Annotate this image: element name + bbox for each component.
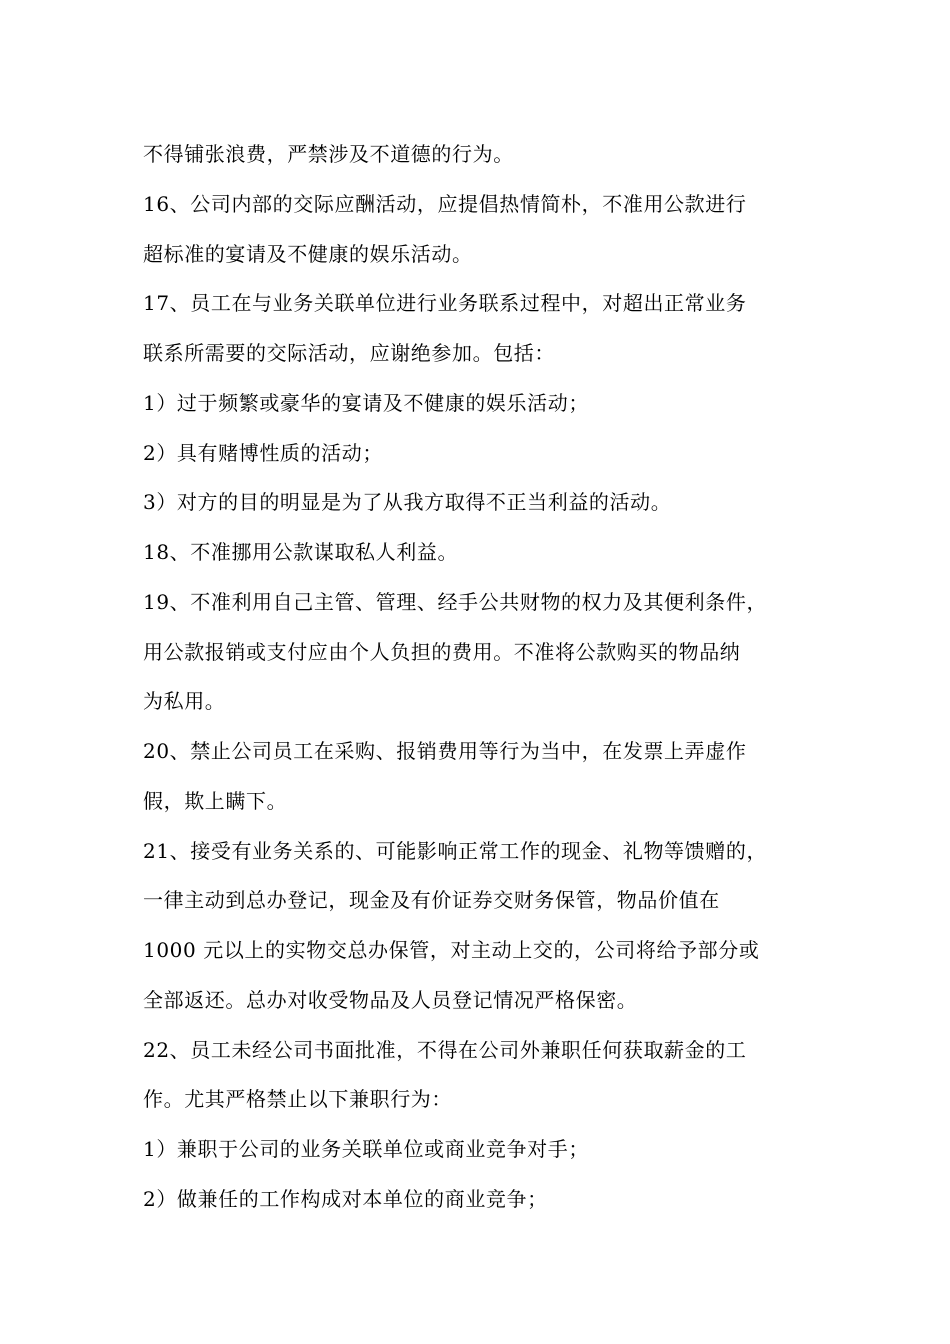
- text-line: 全部返还。总办对收受物品及人员登记情况严格保密。: [143, 987, 638, 1012]
- text-line: 作。尤其严格禁止以下兼职行为：: [143, 1087, 452, 1112]
- text-line: 不得铺张浪费，严禁涉及不道德的行为。: [143, 142, 514, 166]
- text-line: 18、不准挪用公款谋取私人利益。: [143, 540, 459, 564]
- document-body: [143, 130, 823, 1225]
- text-line: 17、员工在与业务关联单位进行业务联系过程中，对超出正常业务: [143, 291, 747, 316]
- text-line: 19、不准利用自己主管、管理、经手公共财物的权力及其便利条件，: [143, 589, 768, 614]
- text-line: 3）对方的目的明显是为了从我方取得不正当利益的活动。: [143, 490, 672, 515]
- text-line: 联系所需要的交际活动，应谢绝参加。包括：: [143, 341, 555, 365]
- text-line: 用公款报销或支付应由个人负担的费用。不准将公款购买的物品纳: [143, 639, 741, 664]
- text-line: 1）兼职于公司的业务关联单位或商业竞争对手；: [143, 1137, 589, 1161]
- text-line: 一律主动到总办登记，现金及有价证券交财务保管，物品价值在: [143, 888, 720, 913]
- text-line: 2）做兼任的工作构成对本单位的商业竞争；: [143, 1186, 548, 1211]
- text-line: 20、禁止公司员工在采购、报销费用等行为当中，在发票上弄虚作: [143, 739, 747, 763]
- text-line: 1）过于频繁或豪华的宴请及不健康的娱乐活动；: [143, 390, 589, 415]
- text-line: 21、接受有业务关系的、可能影响正常工作的现金、礼物等馈赠的，: [143, 838, 768, 863]
- text-line: 超标准的宴请及不健康的娱乐活动。: [143, 241, 473, 266]
- text-line: 2）具有赌博性质的活动；: [143, 440, 383, 465]
- text-line: 假，欺上瞒下。: [143, 788, 288, 813]
- text-line: 16、公司内部的交际应酬活动，应提倡热情简朴，不准用公款进行: [143, 191, 747, 216]
- text-line: 为私用。: [143, 689, 226, 714]
- text-line: 1000 元以上的实物交总办保管，对主动上交的，公司将给予部分或: [143, 938, 760, 962]
- text-line: 22、员工未经公司书面批准，不得在公司外兼职任何获取薪金的工: [143, 1037, 747, 1062]
